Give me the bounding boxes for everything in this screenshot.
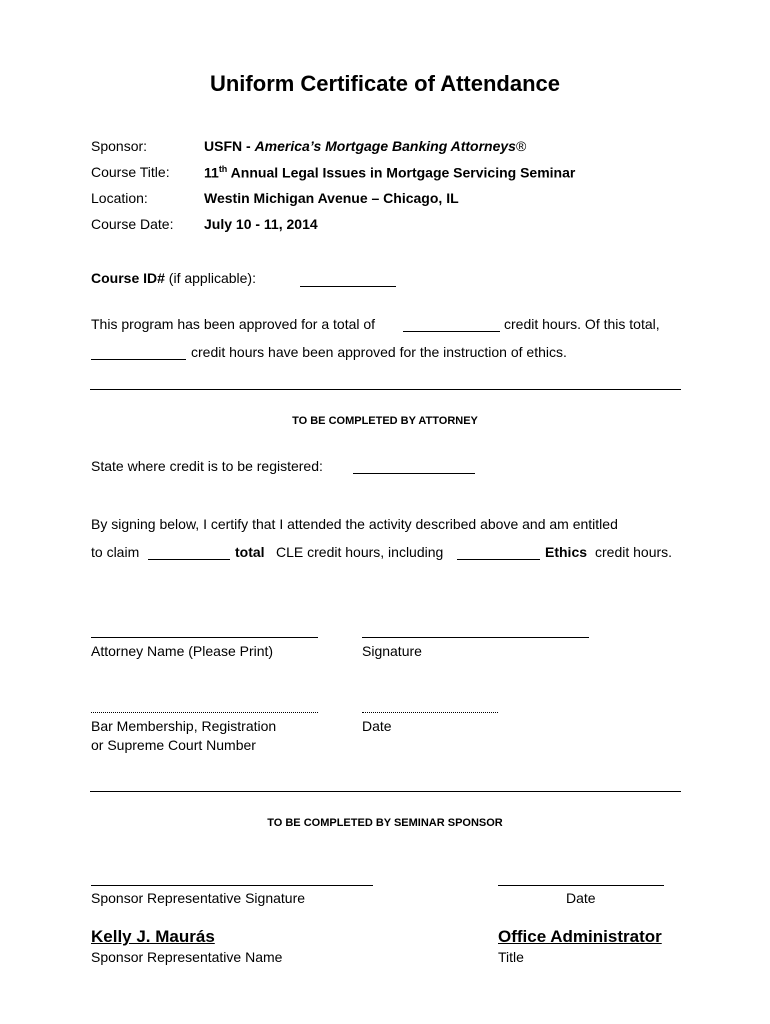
course-date-label: Course Date:	[91, 216, 174, 232]
sponsor-tagline: America’s Mortgage Banking Attorneys	[254, 138, 516, 154]
total-hours-blank[interactable]	[403, 331, 500, 332]
signature-line[interactable]	[362, 637, 589, 638]
program-line-2: credit hours have been approved for the instruction of ethics.	[191, 344, 567, 360]
date-label: Date	[362, 718, 392, 734]
section-divider	[90, 389, 681, 390]
sponsor-rep-title: Office Administrator	[498, 927, 662, 946]
sponsor-title-label: Title	[498, 949, 524, 965]
program-line-1a: This program has been approved for a total of	[91, 316, 376, 332]
course-date-value: July 10 - 11, 2014	[204, 216, 318, 232]
certify-ethics: Ethics	[545, 544, 588, 560]
sponsor-date-label: Date	[566, 890, 596, 906]
certify-c: credit hours.	[595, 544, 673, 560]
course-id-blank[interactable]	[300, 286, 396, 287]
ethics-hours-blank[interactable]	[91, 359, 186, 360]
sponsor-rep-name: Kelly J. Maurás	[91, 927, 215, 946]
course-title-label: Course Title:	[91, 164, 170, 180]
section-divider-2	[90, 791, 681, 792]
signature-label: Signature	[362, 643, 422, 659]
sponsor-rep-name-label: Sponsor Representative Name	[91, 949, 283, 965]
program-line-1b: credit hours. Of this total,	[504, 316, 660, 332]
sponsor-signature-line[interactable]	[91, 885, 373, 886]
claim-ethics-blank[interactable]	[457, 559, 540, 560]
sponsor-value	[204, 138, 526, 154]
sponsor-section-header: TO BE COMPLETED BY SEMINAR SPONSOR	[267, 817, 503, 829]
course-title-number: 11	[204, 164, 219, 181]
sponsor-label: Sponsor:	[91, 138, 148, 154]
certify-a: to claim	[91, 544, 140, 560]
bar-number-line[interactable]	[91, 712, 318, 713]
page-title: Uniform Certificate of Attendance	[209, 71, 560, 96]
sponsor-signature-label: Sponsor Representative Signature	[91, 890, 306, 906]
attorney-name-label: Attorney Name (Please Print)	[91, 643, 274, 659]
registered-mark: ®	[515, 138, 527, 154]
bar-label-2: or Supreme Court Number	[91, 737, 256, 753]
certify-line-1: By signing below, I certify that I attended the activity described above and am entitled	[91, 516, 618, 532]
course-id-label-rest: (if applicable):	[164, 270, 256, 286]
attorney-name-line[interactable]	[91, 637, 318, 638]
date-line[interactable]	[362, 712, 498, 713]
course-id-label	[91, 270, 256, 286]
certify-b: CLE credit hours, including	[276, 544, 444, 560]
state-label: State where credit is to be registered:	[91, 458, 323, 474]
sponsor-date-line[interactable]	[498, 885, 664, 886]
course-title-suffix: th	[218, 164, 228, 174]
course-title-value	[204, 164, 575, 181]
attorney-section-header: TO BE COMPLETED BY ATTORNEY	[292, 415, 478, 427]
course-title-text: Annual Legal Issues in Mortgage Servicing Seminar	[227, 164, 576, 181]
state-blank[interactable]	[353, 473, 475, 474]
sponsor-org: USFN -	[204, 138, 255, 154]
location-value: Westin Michigan Avenue – Chicago, IL	[204, 190, 459, 206]
bar-label-1: Bar Membership, Registration	[91, 718, 277, 734]
course-id-label-bold: Course ID#	[91, 270, 165, 286]
claim-total-blank[interactable]	[148, 559, 230, 560]
certify-total: total	[235, 544, 265, 560]
location-label: Location:	[91, 190, 148, 206]
